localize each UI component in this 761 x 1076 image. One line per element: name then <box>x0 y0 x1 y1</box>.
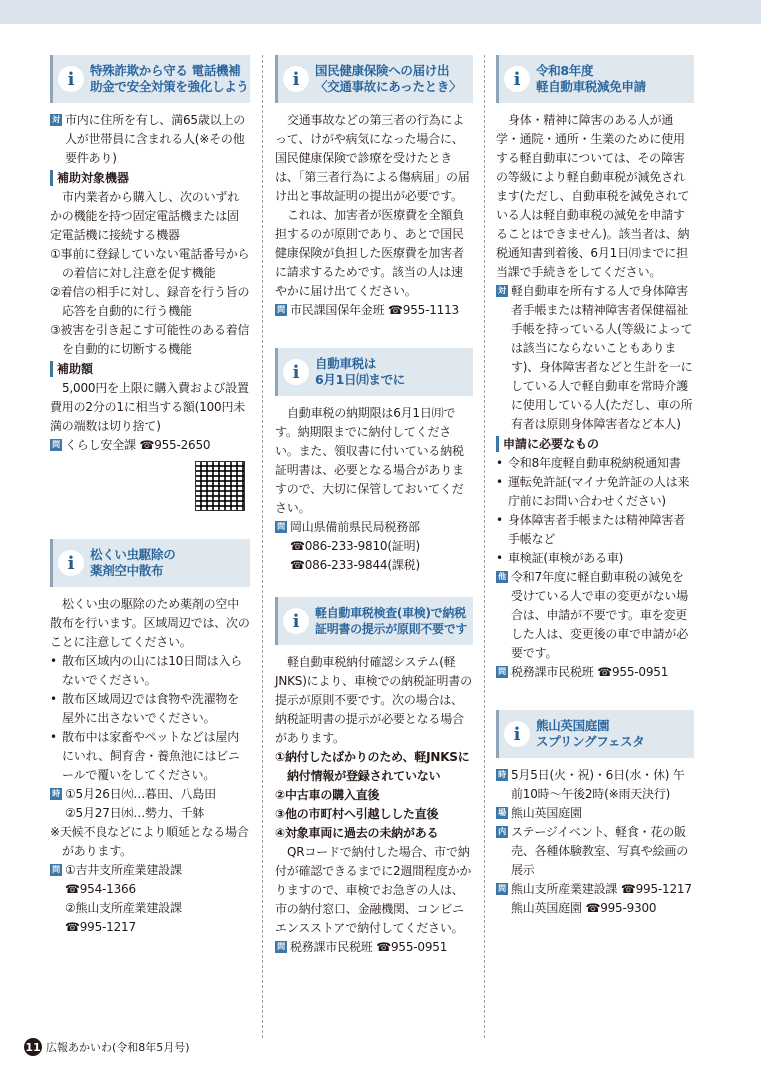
phone-row: ☎086-233-9844(課税) <box>290 558 420 572</box>
bullet-item: • 散布区域周辺では食物や洗濯物を屋外に出さないでください。 <box>50 692 240 725</box>
condition-item: ④対象車両に過去の未納がある <box>275 826 439 840</box>
inquiry-label-icon: 問 <box>496 883 508 895</box>
column-2 <box>275 55 473 957</box>
list-item: ②着信の相手に対し、録音を行う旨の応答を自動的に行う機能 <box>50 285 250 318</box>
paragraph: 市内業者から購入し、次のいずれかの機能を持つ固定電話機または固定電話機に接続する機器 <box>50 190 240 242</box>
content-row: 内 ステージイベント、軽食・花の販売、各種体験教室、写真や絵画の展示 <box>496 823 694 880</box>
inquiry-label-icon: 問 <box>275 521 287 533</box>
section-header <box>275 348 473 396</box>
inquiry-label-icon: 問 <box>50 864 62 876</box>
section-title: 国民健康保険への届け出 〈交通事故にあったとき〉 <box>315 63 462 94</box>
inquiry-label-icon: 問 <box>275 304 287 316</box>
target-row: 対 軽自動車を所有する人で身体障害者手帳または精神障害者保健福祉手帳を持っている人(等級によっては該当にならないこともあります)、身体障害者などと生計を一にしている人で軽自動車を常時介護に使用している人(ただし、車の所有者は原則身体障害者など本人) <box>496 282 694 434</box>
info-icon: i <box>283 608 309 634</box>
place-row: 場 熊山英国庭園 <box>496 804 694 823</box>
paragraph: QRコードで納付した場合、市で納付が確認できるまでに2週間程度かかりますので、車検でお急ぎの人は、市の納付窓口、金融機関、コンビニエンスストアで納付してください。 <box>275 845 472 935</box>
phone-icon: ☎ <box>65 920 80 934</box>
paragraph: 松くい虫の駆除のため薬剤の空中散布を行います。区域周辺では、次のことに注意してください。 <box>50 597 250 649</box>
bullet-item: • 身体障害者手帳または精神障害者手帳など <box>496 513 686 546</box>
column-divider <box>484 55 485 1038</box>
phone-icon: ☎ <box>388 303 403 317</box>
bullet-item: • 散布中は家畜やペットなどは屋内にいれ、飼育舎・養魚池にはビニールで覆いをしてください。 <box>50 730 240 782</box>
column-1 <box>50 55 250 937</box>
phone-row: ☎954-1366 <box>65 882 136 896</box>
phone-icon: ☎ <box>376 940 391 954</box>
bullet-item: • 車検証(車検がある車) <box>496 551 624 565</box>
paragraph: 軽自動車税納付確認システム(軽JNKS)により、車検での納税証明書の提示が原則不要です。次の場合は、納税証明書の提示が必要となる場合があります。 <box>275 655 472 745</box>
subheading: 補助額 <box>50 361 250 377</box>
column-divider <box>262 55 263 1038</box>
info-icon: i <box>504 721 530 747</box>
section-header <box>275 597 473 645</box>
phone-row: ☎995-1217 <box>65 920 136 934</box>
info-icon: i <box>283 359 309 385</box>
contact-row: 問 ①吉井支所産業建設課 <box>50 861 250 880</box>
place-label-icon: 場 <box>496 807 508 819</box>
info-icon: i <box>504 66 530 92</box>
inquiry-label-icon: 問 <box>275 941 287 953</box>
contact-row: ②熊山支所産業建設課 <box>65 901 182 915</box>
target-label-icon: 対 <box>496 285 508 297</box>
qr-code[interactable] <box>195 461 245 511</box>
page-number: 11 <box>24 1038 42 1056</box>
datetime-row: 時 5月5日(火・祝)・6日(水・休) 午前10時～午後2時(※雨天決行) <box>496 766 694 804</box>
section-header <box>496 710 694 758</box>
contact-row: 熊山英国庭園 ☎995-9300 <box>511 901 657 915</box>
contact-row: 問 市民課国保年金班 ☎955-1113 <box>275 301 473 320</box>
section-title: 自動車税は 6月1日㈪までに <box>315 356 405 387</box>
column-3 <box>496 55 694 918</box>
list-item: ③被害を引き起こす可能性のある着信を自動的に切断する機能 <box>50 323 250 356</box>
top-band <box>0 0 761 24</box>
contact-row: 問 くらし安全課 ☎955-2650 <box>50 436 250 455</box>
contact-row: 問 熊山支所産業建設課 ☎995-1217 <box>496 880 694 899</box>
paragraph: これは、加害者が医療費を全額負担するのが原則であり、あとで国民健康保険が負担した医療費を加害者に請求するためです。該当の人は速やかに届け出てください。 <box>275 208 465 298</box>
bullet-item: • 令和8年度軽自動車税納税通知書 <box>496 456 681 470</box>
publication-name: 広報あかいわ(令和8年5月号) <box>46 1041 190 1054</box>
phone-icon: ☎ <box>65 882 80 896</box>
contact-row: 問 岡山県備前県民局税務部 <box>275 518 473 537</box>
section-header <box>50 55 250 103</box>
section-header <box>275 55 473 103</box>
phone-icon: ☎ <box>585 901 601 915</box>
content-label-icon: 内 <box>496 826 508 838</box>
section-title: 令和8年度 軽自動車税減免申請 <box>536 63 646 94</box>
section-header <box>496 55 694 103</box>
contact-row: 問 税務課市民税班 ☎955-0951 <box>275 938 473 957</box>
date-row: 時 ①5月26日㈫…暮田、八島田 ②5月27日㈬…勢力、千躰 <box>50 785 250 823</box>
bullet-item: • 運転免許証(マイナ免許証の人は来庁前にお問い合わせください) <box>496 475 690 508</box>
target-label-icon: 対 <box>50 114 62 126</box>
phone-icon: ☎ <box>290 539 305 553</box>
paragraph: 交通事故などの第三者の行為によって、けがや病気になった場合に、国民健康保険で診療を受けたときは、「第三者行為による傷病届」の届け出と事故証明の提出が必要です。 <box>275 113 470 203</box>
contact-row: 問 税務課市民税班 ☎955-0951 <box>496 663 694 682</box>
subheading: 申請に必要なもの <box>496 436 694 452</box>
time-label-icon: 時 <box>50 788 62 800</box>
phone-row: ☎086-233-9810(証明) <box>290 539 420 553</box>
page-footer <box>24 1038 190 1056</box>
inquiry-label-icon: 問 <box>496 666 508 678</box>
condition-item: ③他の市町村へ引越しした直後 <box>275 807 439 821</box>
other-label-icon: 他 <box>496 571 508 583</box>
condition-item: ①納付したばかりのため、軽JNKSに納付情報が登録されていない <box>275 750 470 783</box>
condition-item: ②中古車の購入直後 <box>275 788 380 802</box>
bullet-item: • 散布区域内の山には10日間は入らないでください。 <box>50 654 243 687</box>
paragraph: 身体・精神に障害のある人が通学・通院・通所・生業のために使用する軽自動車については、その障害の等級により軽自動車税が減免されます(ただし、自動車税を減免されている人は軽自動車税の減免を申請することはできません)。該当者は、納税通知書到着後、6月1日㈪までに担当課で手続きをしてください。 <box>496 113 690 279</box>
subheading: 補助対象機器 <box>50 170 250 186</box>
info-icon: i <box>58 550 84 576</box>
info-icon: i <box>58 66 84 92</box>
section-header <box>50 539 250 587</box>
section-title: 軽自動車税検査(車検)で納税 証明書の提示が原則不要です <box>315 606 468 636</box>
list-item: ①事前に登録していない電話番号からの着信に対し注意を促す機能 <box>50 247 250 280</box>
phone-icon: ☎ <box>620 882 636 896</box>
time-label-icon: 時 <box>496 769 508 781</box>
section-title: 松くい虫駆除の 薬剤空中散布 <box>90 547 176 578</box>
other-row: 他 令和7年度に軽自動車税の減免を受けている人で車の変更がない場合は、申請が不要です。車を変更した人は、変更後の車で申請が必要です。 <box>496 568 694 663</box>
info-icon: i <box>283 66 309 92</box>
section-title: 熊山英国庭園 スプリングフェスタ <box>536 718 645 749</box>
phone-icon: ☎ <box>139 438 155 452</box>
phone-icon: ☎ <box>290 558 305 572</box>
paragraph: 自動車税の納期限は6月1日㈪です。納期限までに納付してください。また、領収書に付いている納税証明書は、必要となる場合がありますので、大切に保管しておいてください。 <box>275 406 464 515</box>
paragraph: 5,000円を上限に購入費および設置費用の2分の1に相当する額(100円未満の端数は切り捨て) <box>50 381 249 433</box>
phone-icon: ☎ <box>597 665 612 679</box>
target-row: 対 市内に住所を有し、満65歳以上の人が世帯員に含まれる人(※その他要件あり) <box>50 111 250 168</box>
section-title: 特殊詐欺から守る 電話機補 助金で安全対策を強化しよう <box>90 63 249 94</box>
note: ※天候不良などにより順延となる場合があります。 <box>50 825 249 858</box>
inquiry-label-icon: 問 <box>50 439 62 451</box>
